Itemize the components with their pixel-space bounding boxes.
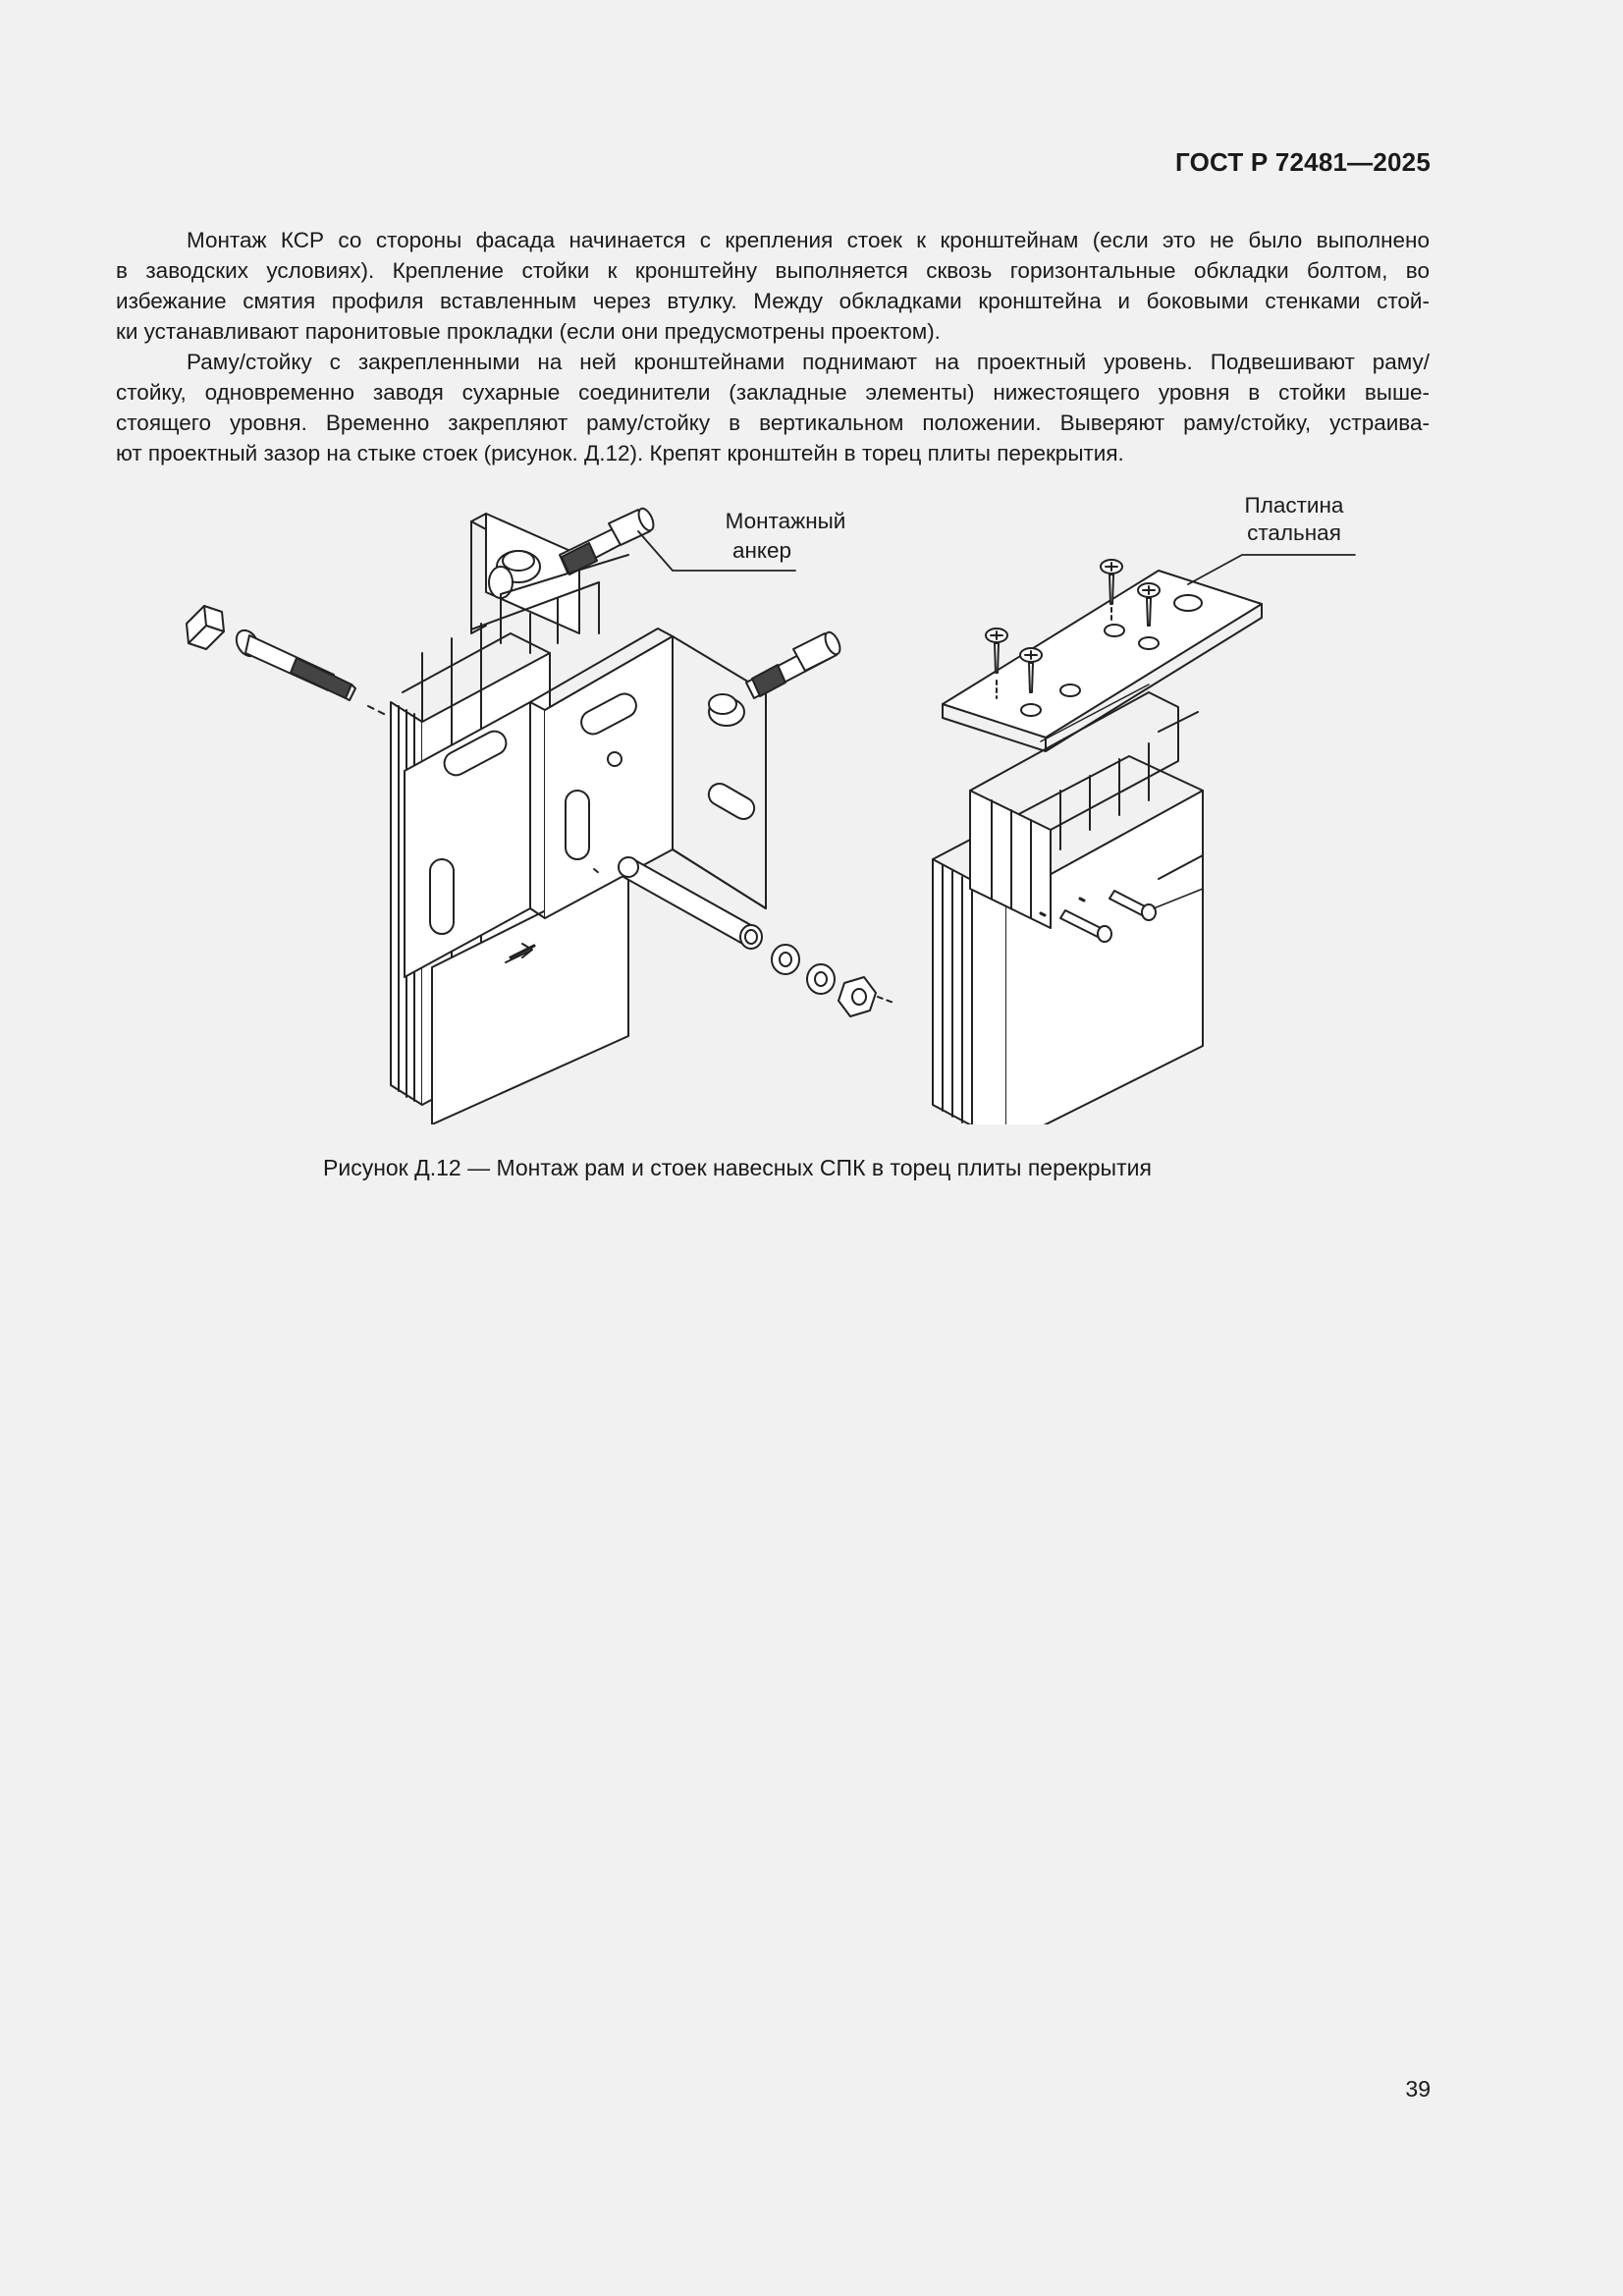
- label-mounting-anchor-line2: анкер: [731, 538, 792, 563]
- mullion-profile-right: [933, 684, 1203, 1124]
- text-line: Монтаж КСР со стороны фасада начинается с крепления стоек к кронштейнам (если это не было выполнено: [187, 228, 1430, 252]
- text-line: Раму/стойку с закрепленными на ней кронштейнами поднимают на проектный уровень. Подвешивают раму/: [187, 350, 1430, 374]
- bracket-assembly: [187, 507, 893, 1124]
- text-line: ют проектный зазор на стыке стоек (рисунок. Д.12). Крепят кронштейн в торец плиты перекрытия.: [116, 441, 1124, 465]
- long-bolt: [187, 606, 388, 716]
- label-mounting-anchor-line1: Монтажный: [725, 509, 846, 533]
- text-line: в заводских условиях). Крепление стойки к кронштейну выполняется сквозь горизонтальные обкладки болтом, во: [116, 258, 1430, 283]
- text-line: ки устанавливают паронитовые прокладки (если они предусмотрены проектом).: [116, 319, 941, 344]
- text-line: стойку, одновременно заводя сухарные соединители (закладные элементы) нижестоящего уровня в стойки выше-: [116, 380, 1430, 405]
- figure-caption: Рисунок Д.12 — Монтаж рам и стоек навесных СПК в торец плиты перекрытия: [323, 1155, 1152, 1180]
- assembly-drawing: [177, 496, 1394, 1124]
- paragraph-1: [116, 225, 1430, 347]
- label-steel-plate-line1: Пластина: [1244, 496, 1344, 518]
- plate-assembly: [933, 555, 1355, 1124]
- body-text: [116, 225, 1430, 468]
- page-number: 39: [1405, 2076, 1431, 2102]
- document-code-header: ГОСТ Р 72481—2025: [1175, 147, 1431, 177]
- text-line: избежание смятия профиля вставленным через втулку. Между обкладками кронштейна и боковыми стенками стой-: [116, 289, 1430, 313]
- sleeve-washer-nut: [594, 857, 893, 1016]
- paragraph-2: [116, 347, 1430, 468]
- text-line: стоящего уровня. Временно закрепляют раму/стойку в вертикальном положении. Выверяют раму/стойку, устраива-: [116, 410, 1430, 435]
- anchor-right: [709, 630, 843, 726]
- figure-d12: [177, 496, 1394, 1124]
- label-steel-plate-line2: стальная: [1247, 520, 1341, 545]
